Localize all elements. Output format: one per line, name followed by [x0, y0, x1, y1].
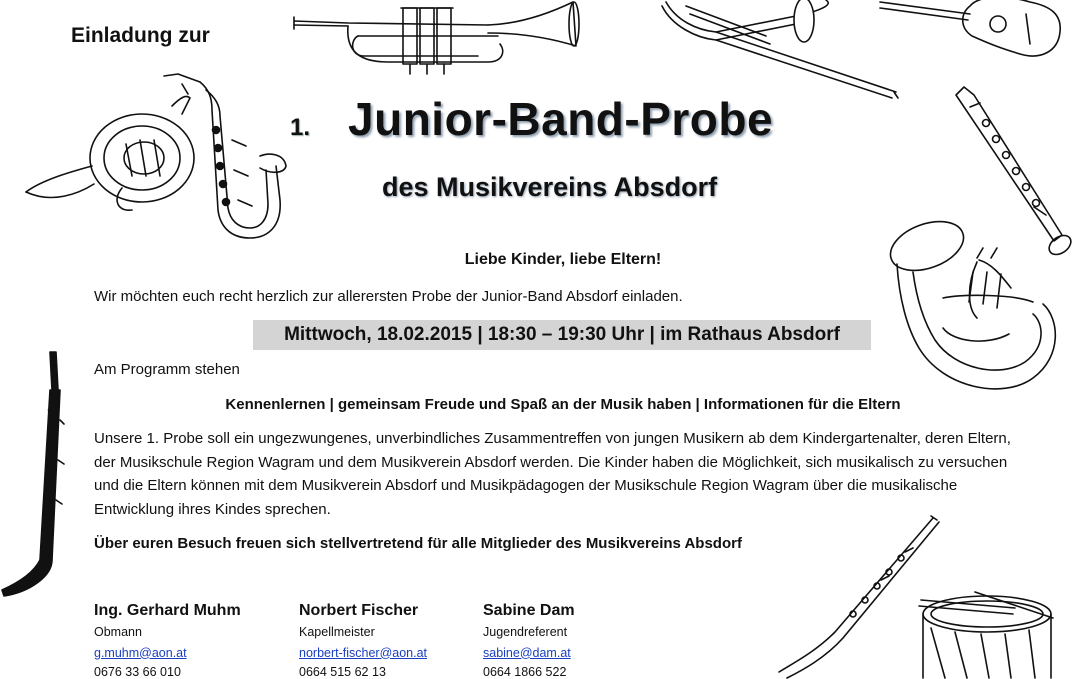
drum-icon — [915, 588, 1065, 675]
contact-phone: 0676 33 66 010 — [94, 665, 181, 679]
contact-email-link[interactable]: g.muhm@aon.at — [94, 645, 187, 660]
tuba-icon — [883, 218, 1068, 408]
contact-role: Jugendreferent — [483, 625, 568, 639]
page-subtitle: des Musikvereins Absdorf — [382, 172, 718, 202]
closing-line: Über euren Besuch freuen sich stellvertretend für alle Mitglieder des Musikvereins Absdorf — [94, 535, 742, 552]
contact-phone: 0664 515 62 13 — [299, 665, 386, 679]
program-items: Kennenlernen | gemeinsam Freude und Spaß an der Musik haben | Informationen für die Eltern — [225, 396, 901, 413]
contact-card — [483, 603, 575, 679]
title-row — [290, 92, 773, 146]
event-details: Mittwoch, 18.02.2015 | 18:30 – 19:30 Uhr | im Rathaus Absdorf — [284, 324, 840, 345]
page-title: Junior-Band-Probe — [348, 93, 774, 145]
trumpet-icon — [288, 0, 583, 80]
contact-email-link[interactable]: norbert-fischer@aon.at — [299, 645, 428, 660]
saxophone-icon — [160, 70, 290, 245]
intro-text: Wir möchten euch recht herzlich zur allerersten Probe der Junior-Band Absdorf einladen. — [94, 288, 683, 305]
guitar-icon — [880, 0, 1065, 62]
program-label: Am Programm stehen — [94, 361, 240, 378]
body-paragraph: Unsere 1. Probe soll ein ungezwungenes, unverbindliches Zusammentreffen von jungen Musikern ab dem Kindergartenalter, deren Eltern, der Musikschule Region Wagram und dem Musikverein Absdorf werden. Die Kinder haben die Möglichkeit, sich musikalisch zu versuchen und die Eltern können mit dem Musikverein Absdorf und Musikpädagogen der Musikschule Region Wagram über die musikalische Entwicklung ihres Kindes sprechen. — [94, 430, 1011, 518]
contact-name: Sabine Dam — [483, 602, 575, 619]
trombone-icon — [656, 0, 906, 100]
invitation-eyebrow: Einladung zur — [71, 24, 210, 47]
contact-name: Ing. Gerhard Muhm — [94, 602, 241, 619]
contact-card — [299, 603, 427, 679]
contact-email-link[interactable]: sabine@dam.at — [483, 645, 571, 660]
event-highlight — [253, 320, 871, 350]
contact-phone: 0664 1866 522 — [483, 665, 567, 679]
contact-role: Kapellmeister — [299, 625, 375, 639]
greeting: Liebe Kinder, liebe Eltern! — [464, 251, 662, 268]
title-number: 1. — [290, 114, 311, 141]
contact-name: Norbert Fischer — [299, 602, 419, 619]
contact-card — [94, 603, 241, 679]
contact-role: Obmann — [94, 625, 142, 639]
clarinet-icon — [0, 350, 68, 600]
